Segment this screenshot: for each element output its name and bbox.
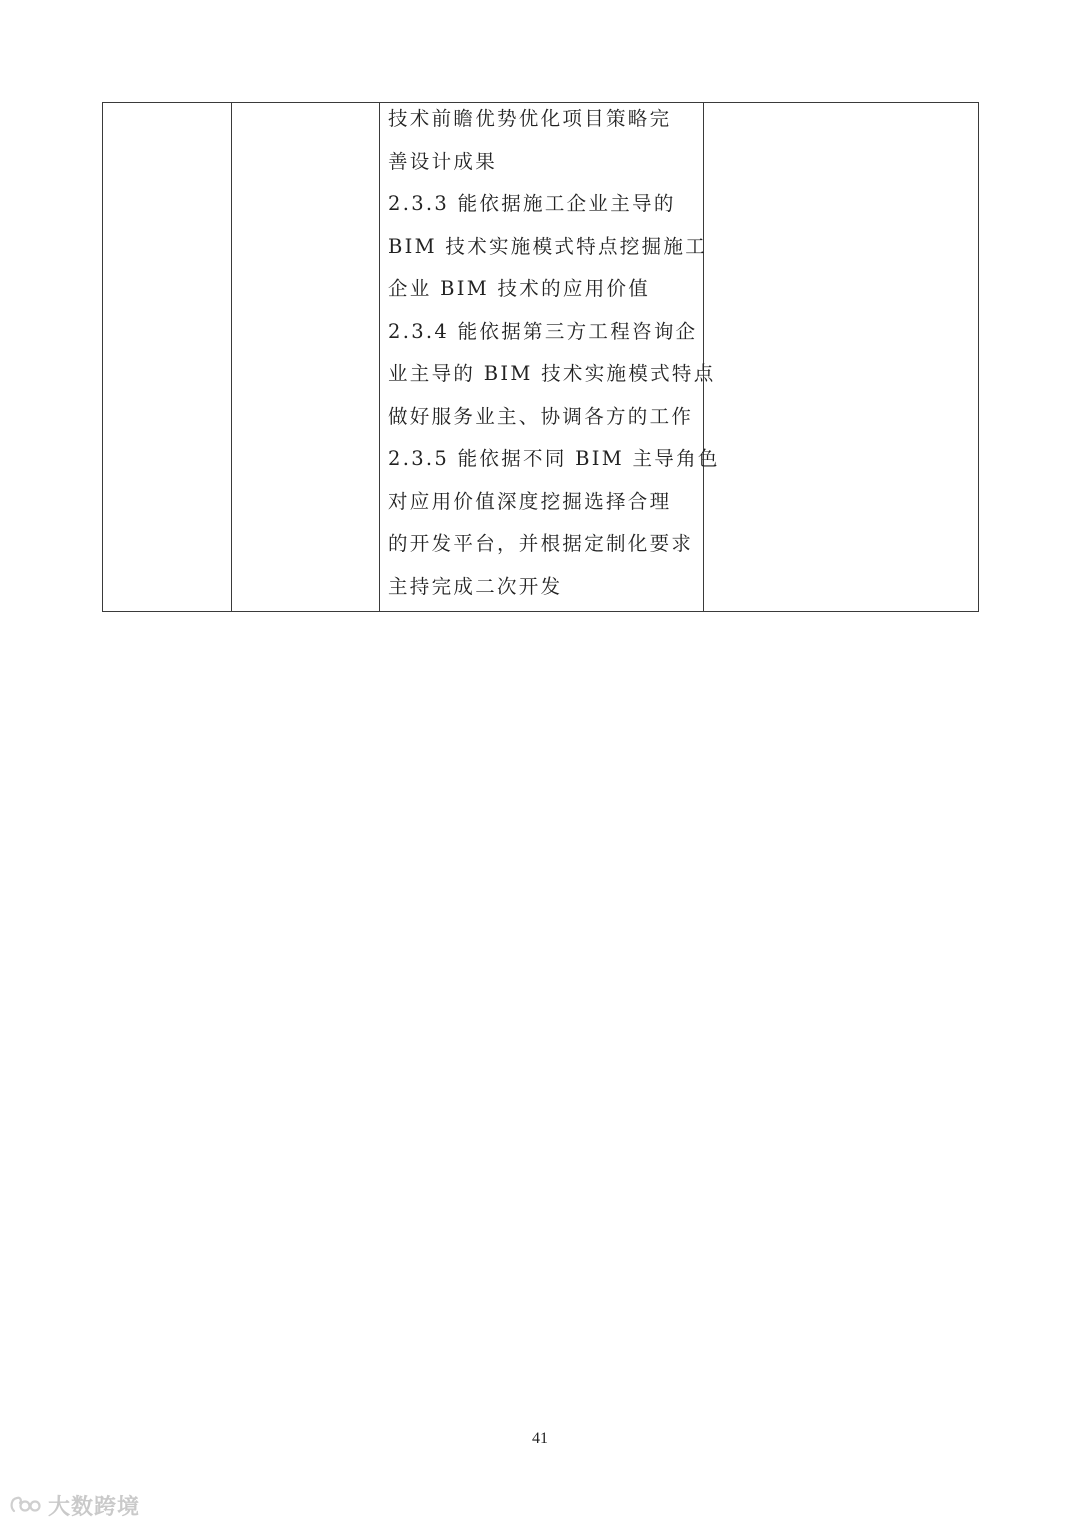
cell-text-line: BIM 技术实施模式特点挖掘施工	[388, 234, 707, 258]
page-number: 41	[532, 1430, 548, 1447]
cell-text-line: 2.3.3 能依据施工企业主导的	[388, 192, 676, 215]
cell-text-line: 的开发平台，并根据定制化要求	[388, 532, 694, 555]
watermark-text: 大数跨境	[48, 1494, 141, 1520]
watermark	[8, 1490, 140, 1520]
table-column-divider-1	[231, 103, 232, 611]
cell-text-line: 2.3.4 能依据第三方工程咨询企	[388, 319, 698, 343]
watermark-logo-icon	[8, 1493, 42, 1517]
cell-text-line: 主持完成二次开发	[388, 574, 563, 598]
cell-text-line: 做好服务业主、协调各方的工作	[388, 404, 694, 428]
cell-text-line: 业主导的 BIM 技术实施模式特点	[388, 362, 716, 385]
cell-text-line: 企业 BIM 技术的应用价值	[388, 277, 651, 300]
table-cell-content	[388, 102, 720, 612]
cell-text-line: 技术前瞻优势优化项目策略完	[388, 107, 672, 130]
cell-text-line: 2.3.5 能依据不同 BIM 主导角色	[388, 447, 720, 470]
table-column-divider-3	[703, 103, 704, 611]
table-column-divider-2	[379, 103, 380, 611]
cell-text-line: 对应用价值深度挖掘选择合理	[388, 489, 672, 513]
cell-text-line: 善设计成果	[388, 149, 498, 173]
